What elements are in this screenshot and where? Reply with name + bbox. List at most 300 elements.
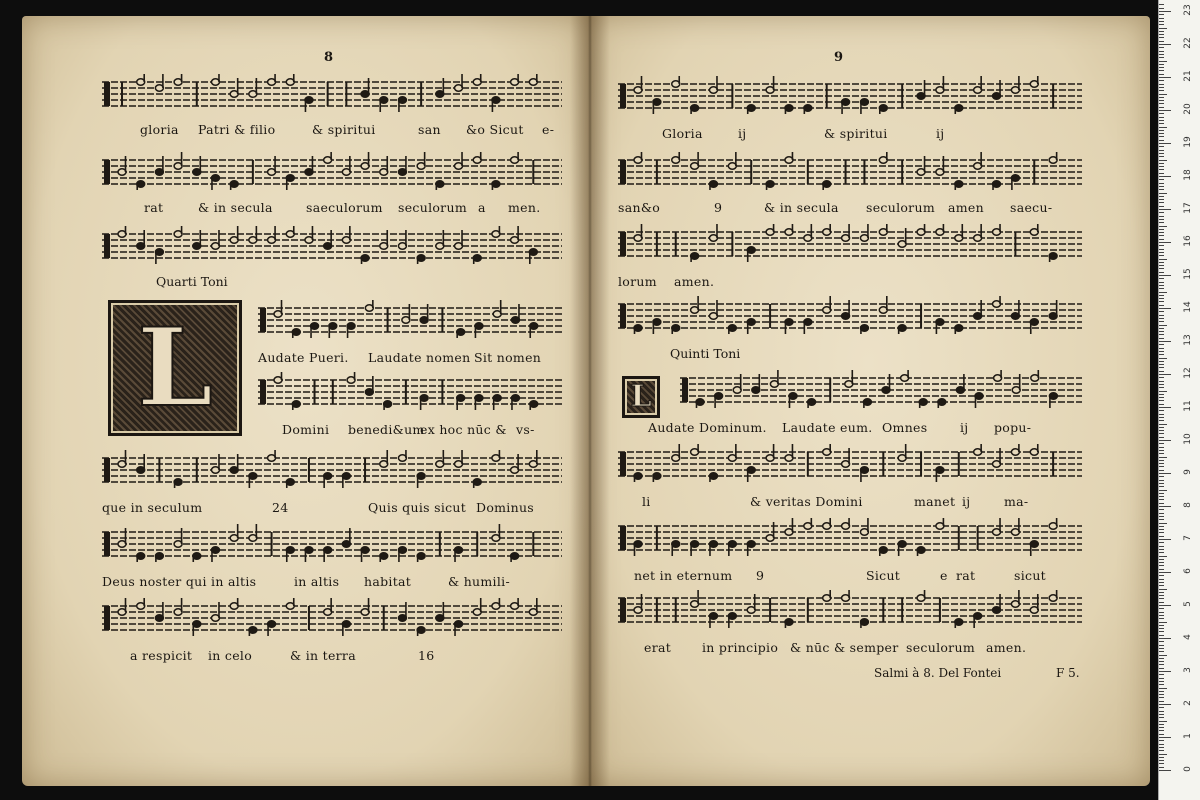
ruler-tick: [1159, 457, 1167, 458]
music-note: [974, 444, 982, 455]
ruler-label: 2: [1183, 700, 1193, 706]
ruler-tick: [1159, 688, 1167, 689]
music-staff: [258, 300, 562, 338]
music-staff: [102, 74, 562, 112]
ruler-tick: [1159, 707, 1164, 708]
ruler-tick: [1159, 193, 1167, 194]
ruler-tick: [1159, 364, 1164, 365]
ruler-tick: [1159, 463, 1164, 464]
lyric-text: ij: [960, 420, 969, 435]
ruler-tick: [1159, 160, 1167, 161]
lyric-line: [102, 200, 562, 218]
lyric-text: 9: [714, 200, 723, 215]
ruler-tick: [1159, 678, 1164, 679]
ruler-tick: [1159, 608, 1164, 609]
lyric-text: benedi&um: [348, 422, 425, 437]
ruler-tick: [1159, 440, 1171, 441]
music-staff: [618, 224, 1082, 262]
ruler-tick: [1159, 367, 1164, 368]
initial-letter: L: [630, 379, 652, 414]
ruler-label: 22: [1183, 37, 1193, 49]
ruler-tick: [1159, 470, 1164, 471]
music-note: [789, 393, 797, 408]
lyric-line: [102, 648, 562, 666]
music-note: [118, 226, 126, 237]
music-staff: [618, 590, 1082, 628]
lyric-text: san: [418, 122, 441, 137]
music-note: [511, 553, 519, 562]
music-note: [286, 547, 294, 562]
ruler-tick: [1159, 539, 1171, 540]
music-note: [324, 547, 332, 562]
ruler-tick: [1159, 301, 1164, 302]
music-note: [955, 105, 963, 114]
ruler-tick: [1159, 559, 1164, 560]
ruler-tick: [1159, 136, 1164, 137]
music-note: [292, 401, 300, 410]
ruler-tick: [1159, 658, 1164, 659]
music-note: [398, 97, 406, 112]
ruler-tick: [1159, 740, 1164, 741]
ruler-tick: [1159, 427, 1164, 428]
music-staff: [102, 598, 562, 636]
music-note: [709, 613, 717, 628]
music-note: [268, 74, 276, 85]
music-note: [380, 97, 388, 112]
ruler-tick: [1159, 186, 1164, 187]
ruler-tick: [1159, 529, 1164, 530]
ruler-tick: [1159, 156, 1164, 157]
lyric-text: Laudate nomen: [368, 350, 471, 365]
ruler-tick: [1159, 67, 1164, 68]
ruler-tick: [1159, 724, 1164, 725]
lyric-text: a respicit: [130, 648, 193, 663]
ruler-tick: [1159, 664, 1164, 665]
ruler-tick: [1159, 8, 1164, 9]
music-note: [475, 395, 483, 410]
music-note: [1031, 370, 1039, 381]
ruler-tick: [1159, 526, 1164, 527]
music-note: [511, 598, 519, 609]
ruler-tick: [1159, 245, 1164, 246]
music-note: [361, 255, 369, 264]
music-note: [230, 598, 238, 609]
music-note: [1011, 175, 1019, 190]
ruler-tick: [1159, 615, 1164, 616]
lyric-text: in principio: [702, 640, 779, 655]
lyric-text: 9: [756, 568, 765, 583]
music-staff: [102, 152, 562, 190]
ruler-tick: [1159, 684, 1164, 685]
ruler-tick: [1159, 97, 1164, 98]
music-note: [1049, 253, 1057, 262]
music-note: [860, 99, 868, 114]
music-staff: [258, 372, 562, 410]
music-note: [365, 300, 373, 311]
music-note: [860, 619, 868, 628]
music-note: [808, 399, 816, 408]
ruler-tick: [1159, 414, 1164, 415]
ruler-tick: [1159, 466, 1164, 467]
staff-notation: [102, 598, 562, 636]
music-note: [457, 329, 465, 338]
ruler-tick: [1159, 268, 1164, 269]
ruler-tick: [1159, 305, 1164, 306]
music-note: [898, 541, 906, 556]
music-note: [901, 370, 909, 381]
music-note: [193, 621, 201, 636]
lyric-text: & spiritui: [824, 126, 888, 141]
staff-notation: [258, 372, 562, 410]
ruler-tick: [1159, 704, 1171, 705]
music-note: [174, 74, 182, 85]
music-staff: [618, 518, 1082, 556]
music-note: [1030, 319, 1038, 334]
music-note: [137, 181, 145, 190]
lyric-text: Sicut: [866, 568, 901, 583]
ruler-tick: [1159, 219, 1164, 220]
ruler-tick: [1159, 308, 1171, 309]
ruler-tick: [1159, 262, 1164, 263]
ruler-tick: [1159, 460, 1164, 461]
ruler-tick: [1159, 61, 1167, 62]
lyric-text: manet: [914, 494, 956, 509]
initial-letter: L: [137, 305, 213, 431]
music-note: [492, 181, 500, 190]
ruler-tick: [1159, 556, 1167, 557]
music-note: [211, 175, 219, 190]
music-note: [137, 553, 145, 562]
music-note: [473, 152, 481, 163]
music-note: [696, 399, 704, 408]
music-staff: [102, 524, 562, 562]
decorated-initial: [108, 300, 242, 436]
music-note: [672, 541, 680, 556]
music-note: [879, 224, 887, 235]
ruler-tick: [1159, 47, 1164, 48]
ruler-tick: [1159, 235, 1164, 236]
ruler-label: 13: [1183, 334, 1193, 346]
ruler-tick: [1159, 120, 1164, 121]
footer-title: Salmi à 8. Del Fontei: [874, 666, 1002, 680]
lyric-text: Dominus: [476, 500, 535, 515]
ruler-tick: [1159, 179, 1164, 180]
ruler-tick: [1159, 552, 1164, 553]
music-note: [417, 473, 425, 488]
ruler-tick: [1159, 569, 1164, 570]
music-note: [860, 467, 868, 482]
ruler-tick: [1159, 394, 1164, 395]
lyric-line: [618, 640, 1082, 658]
lyric-text: que in seculum: [102, 500, 203, 515]
music-note: [473, 74, 481, 85]
ruler-tick: [1159, 275, 1171, 276]
music-note: [691, 541, 699, 556]
ruler-tick: [1159, 628, 1164, 629]
ruler-tick: [1159, 272, 1164, 273]
ruler-tick: [1159, 572, 1171, 573]
ruler-tick: [1159, 391, 1167, 392]
ruler-tick: [1159, 661, 1164, 662]
ruler-tick: [1159, 315, 1164, 316]
clef-mark: [620, 304, 626, 328]
ruler-tick: [1159, 34, 1164, 35]
ruler-tick: [1159, 84, 1164, 85]
ruler-tick: [1159, 21, 1164, 22]
staff-notation: [102, 74, 562, 112]
ruler-tick: [1159, 496, 1164, 497]
music-note: [804, 518, 812, 529]
ruler-tick: [1159, 226, 1167, 227]
lyric-text: san&o: [618, 200, 661, 215]
clef-mark: [104, 82, 110, 106]
ruler-tick: [1159, 4, 1164, 5]
clef-mark: [620, 598, 626, 622]
music-note: [286, 226, 294, 237]
music-note: [417, 553, 425, 562]
ruler-label: 19: [1183, 136, 1193, 148]
ruler-tick: [1159, 536, 1164, 537]
ruler-tick: [1159, 697, 1164, 698]
ruler-tick: [1159, 754, 1167, 755]
left-page: [22, 16, 588, 786]
ruler-tick: [1159, 681, 1164, 682]
music-note: [785, 319, 793, 334]
ruler-tick: [1159, 107, 1164, 108]
music-note: [347, 372, 355, 383]
music-note: [384, 401, 392, 410]
ruler-tick: [1159, 103, 1164, 104]
ruler-tick: [1159, 169, 1164, 170]
staff-notation: [618, 296, 1082, 334]
ruler-tick: [1159, 37, 1164, 38]
ruler-tick: [1159, 183, 1164, 184]
ruler-tick: [1159, 354, 1164, 355]
music-note: [974, 613, 982, 628]
ruler-tick: [1159, 222, 1164, 223]
clef-mark: [104, 160, 110, 184]
music-note: [268, 621, 276, 636]
music-note: [230, 181, 238, 190]
music-note: [274, 372, 282, 383]
ruler-tick: [1159, 387, 1164, 388]
ruler-tick: [1159, 130, 1164, 131]
ruler-tick: [1159, 493, 1164, 494]
music-staff: [102, 450, 562, 488]
clef-mark: [620, 452, 626, 476]
staff-notation: [258, 300, 562, 338]
lyric-text: Gloria: [662, 126, 703, 141]
lyric-line: [102, 122, 562, 140]
ruler-tick: [1159, 189, 1164, 190]
lyric-text: Omnes: [882, 420, 928, 435]
music-note: [785, 619, 793, 628]
ruler-tick: [1159, 523, 1167, 524]
music-note: [529, 74, 537, 85]
ruler-tick: [1159, 232, 1164, 233]
music-note: [1030, 224, 1038, 235]
music-note: [879, 105, 887, 114]
lyric-text: & nūc & semper: [790, 640, 899, 655]
ruler-tick: [1159, 199, 1164, 200]
ruler-tick: [1159, 638, 1171, 639]
music-note: [342, 473, 350, 488]
ruler-tick: [1159, 397, 1164, 398]
music-note: [475, 323, 483, 338]
ruler-tick: [1159, 344, 1164, 345]
ruler-tick: [1159, 70, 1164, 71]
music-note: [917, 224, 925, 235]
music-note: [898, 325, 906, 334]
ruler-tick: [1159, 480, 1164, 481]
ruler-tick: [1159, 146, 1164, 147]
lyric-text: men.: [508, 200, 541, 215]
lyric-text: Domini: [282, 422, 330, 437]
ruler-tick: [1159, 486, 1164, 487]
lyric-line: [618, 200, 1082, 218]
music-note: [993, 224, 1001, 235]
ruler-tick: [1159, 549, 1164, 550]
music-note: [747, 105, 755, 114]
ruler-tick: [1159, 453, 1164, 454]
ruler-tick: [1159, 11, 1171, 12]
ruler-tick: [1159, 212, 1164, 213]
page-number-right: 9: [834, 50, 844, 65]
ruler-tick: [1159, 483, 1164, 484]
music-note: [653, 99, 661, 114]
lyric-text: ij: [738, 126, 747, 141]
lyric-text: & spiritui: [312, 122, 376, 137]
ruler-tick: [1159, 90, 1164, 91]
music-note: [511, 152, 519, 163]
music-note: [672, 76, 680, 87]
ruler-tick: [1159, 417, 1164, 418]
ruler-tick: [1159, 420, 1164, 421]
music-note: [634, 325, 642, 334]
lyric-text: saeculorum: [306, 200, 383, 215]
section-title-quarti-toni: Quarti Toni: [156, 274, 228, 289]
ruler-label: 5: [1183, 601, 1193, 607]
music-note: [823, 444, 831, 455]
lyric-line: [648, 420, 1082, 438]
lyric-text: & in terra: [290, 648, 356, 663]
lyric-text: li: [642, 494, 651, 509]
ruler-tick: [1159, 711, 1164, 712]
lyric-text: erat: [644, 640, 672, 655]
ruler-tick: [1159, 602, 1164, 603]
music-note: [728, 613, 736, 628]
lyric-text: amen.: [986, 640, 1027, 655]
lyric-text: in altis: [294, 574, 340, 589]
music-note: [530, 401, 538, 410]
ruler-tick: [1159, 503, 1164, 504]
music-note: [785, 105, 793, 114]
ruler-tick: [1159, 209, 1171, 210]
music-note: [286, 598, 294, 609]
music-staff: [618, 152, 1082, 190]
music-note: [347, 323, 355, 338]
music-note: [653, 473, 661, 482]
music-note: [766, 224, 774, 235]
staff-notation: [618, 152, 1082, 190]
ruler-tick: [1159, 54, 1164, 55]
ruler-tick: [1159, 648, 1164, 649]
music-note: [398, 547, 406, 562]
ruler-tick: [1159, 196, 1164, 197]
music-staff: [102, 226, 562, 264]
ruler-tick: [1159, 150, 1164, 151]
music-note: [286, 74, 294, 85]
music-note: [174, 226, 182, 237]
lyric-text: sicut: [1014, 568, 1046, 583]
music-note: [137, 74, 145, 85]
ruler-tick: [1159, 348, 1164, 349]
music-note: [249, 627, 257, 636]
music-note: [311, 323, 319, 338]
ruler-tick: [1159, 288, 1164, 289]
ruler-label: 20: [1183, 103, 1193, 115]
music-note: [457, 395, 465, 410]
ruler-tick: [1159, 153, 1164, 154]
lyric-text: Patri & filio: [198, 122, 276, 137]
music-note: [455, 547, 463, 562]
music-note: [342, 621, 350, 636]
clef-mark: [104, 458, 110, 482]
music-note: [324, 473, 332, 488]
music-note: [511, 395, 519, 410]
music-note: [1030, 541, 1038, 556]
ruler-tick: [1159, 437, 1164, 438]
clef-mark: [260, 380, 266, 404]
ruler-tick: [1159, 400, 1164, 401]
music-note: [715, 393, 723, 408]
music-note: [653, 319, 661, 334]
ruler-tick: [1159, 242, 1171, 243]
ruler-tick: [1159, 598, 1164, 599]
lyric-text: rat: [144, 200, 164, 215]
lyric-text: & in secula: [198, 200, 273, 215]
ruler-tick: [1159, 140, 1164, 141]
clef-mark: [620, 160, 626, 184]
ruler-label: 14: [1183, 301, 1193, 313]
music-note: [1049, 518, 1057, 529]
music-note: [492, 226, 500, 237]
ruler-tick: [1159, 28, 1167, 29]
ruler-tick: [1159, 575, 1164, 576]
ruler-tick: [1159, 404, 1164, 405]
lyric-text: &o Sicut: [466, 122, 524, 137]
ruler-tick: [1159, 585, 1164, 586]
ruler-tick: [1159, 579, 1164, 580]
decorated-initial: [622, 376, 660, 418]
music-note: [634, 152, 642, 163]
ruler-tick: [1159, 282, 1164, 283]
music-note: [634, 541, 642, 556]
clef-mark: [260, 308, 266, 332]
ruler-tick: [1159, 74, 1164, 75]
music-staff: [618, 296, 1082, 334]
ruler-label: 4: [1183, 634, 1193, 640]
staff-notation: [102, 226, 562, 264]
ruler-tick: [1159, 655, 1167, 656]
music-note: [842, 590, 850, 601]
lyric-text: 16: [418, 648, 435, 663]
music-note: [492, 598, 500, 609]
lyric-text: Quis quis sicut: [368, 500, 467, 515]
ruler-tick: [1159, 668, 1164, 669]
music-staff: [680, 370, 1082, 408]
clef-mark: [620, 232, 626, 256]
